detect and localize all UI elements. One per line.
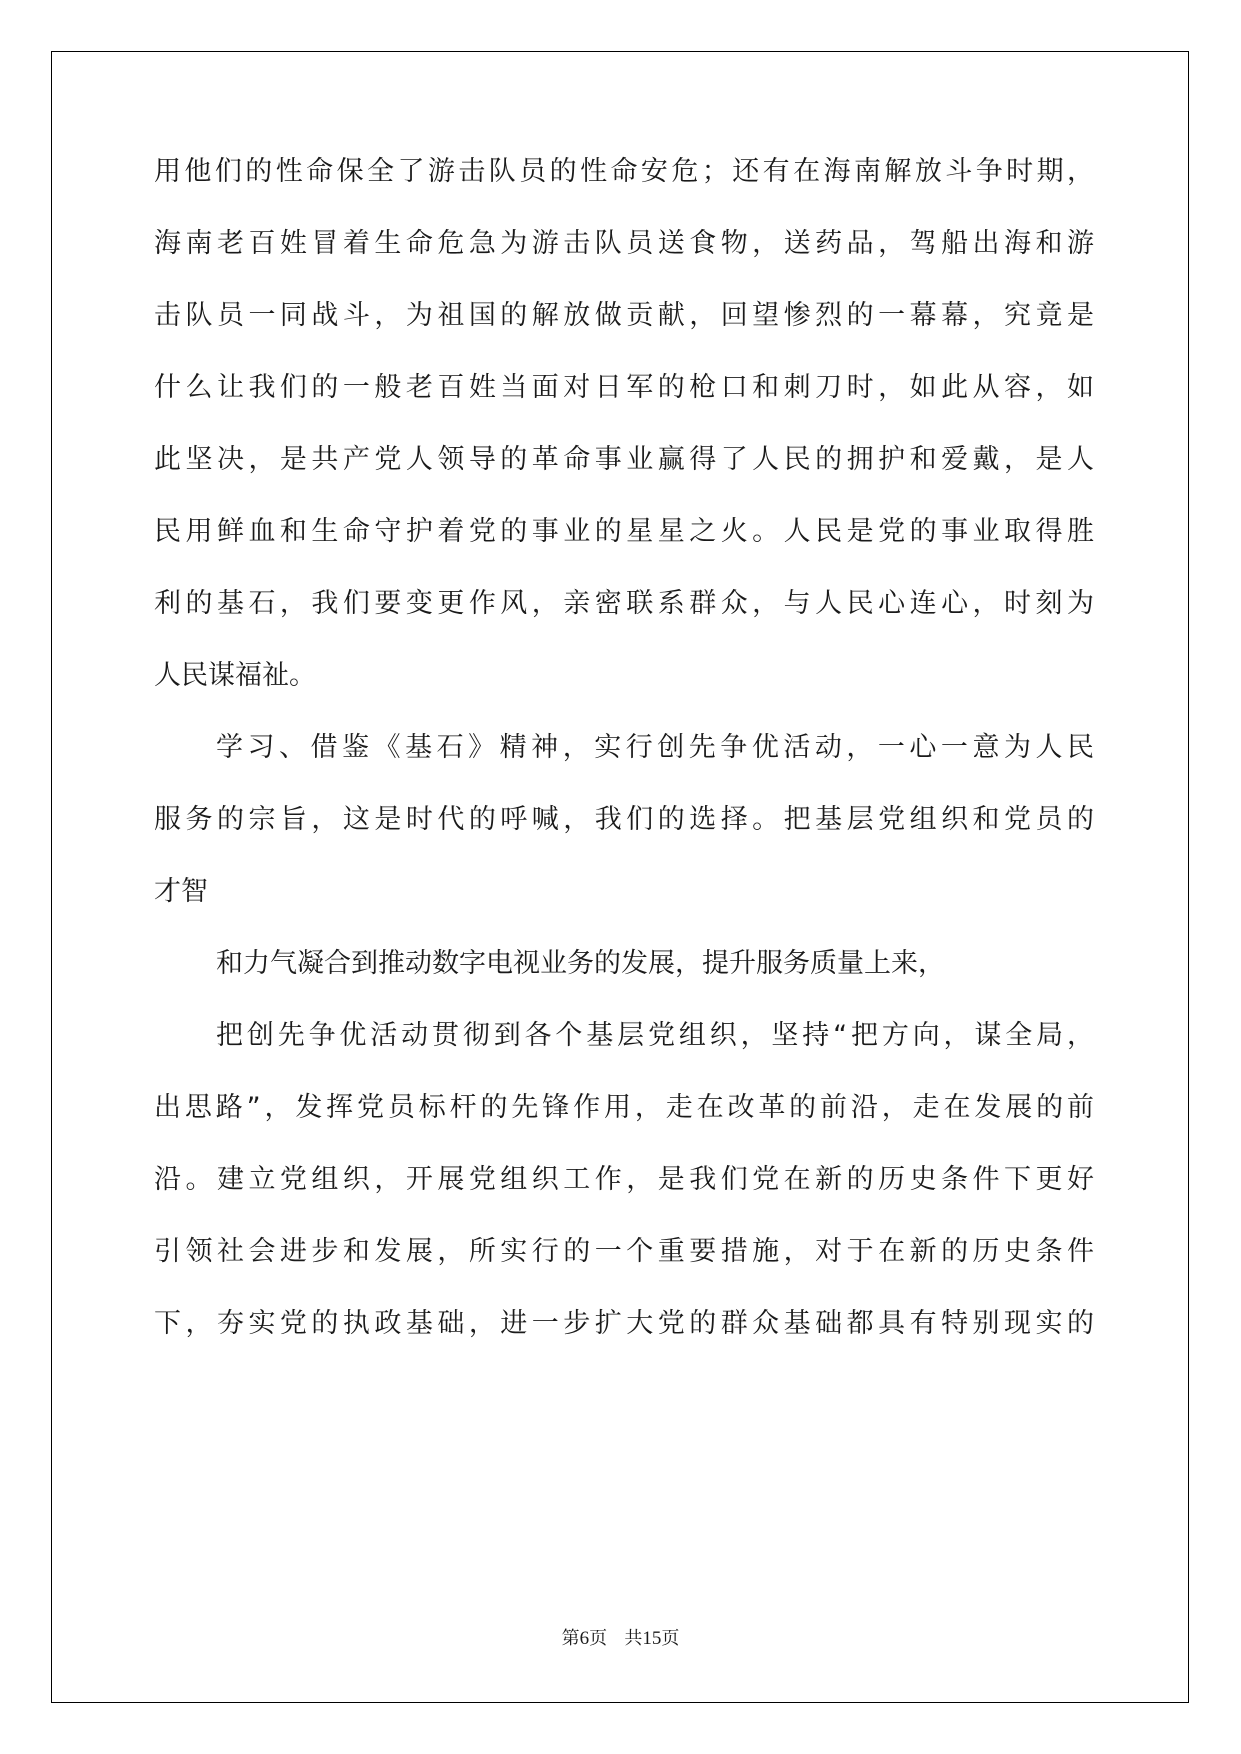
text-line: 下，夯实党的执政基础，进一步扩大党的群众基础都具有特别现实的 [154, 1308, 1094, 1339]
text-line: 民用鲜血和生命守护着党的事业的星星之火。人民是党的事业取得胜 [154, 516, 1094, 547]
paragraph-first-line: 学习、借鉴《基石》精神，实行创先争优活动，一心一意为人民 [216, 732, 1094, 763]
total-prefix: 共 [624, 1628, 643, 1649]
text-line: 用他们的性命保全了游击队员的性命安危；还有在海南解放斗争时期， [154, 156, 1094, 187]
paragraph-first-line: 把创先争优活动贯彻到各个基层党组织，坚持“把方向，谋全局， [216, 1020, 1094, 1051]
text-line: 出思路”，发挥党员标杆的先锋作用，走在改革的前沿，走在发展的前 [154, 1092, 1094, 1123]
total-suffix: 页 [661, 1628, 680, 1649]
page-number: 6 [579, 1628, 590, 1649]
text-line: 海南老百姓冒着生命危急为游击队员送食物，送药品，驾船出海和游 [154, 228, 1094, 259]
text-line: 此坚决，是共产党人领导的革命事业赢得了人民的拥护和爱戴，是人 [154, 444, 1094, 475]
page-prefix: 第 [561, 1628, 580, 1649]
paragraph-first-line: 和力气凝合到推动数字电视业务的发展，提升服务质量上来， [216, 948, 945, 979]
text-line: 人民谋福祉。 [154, 660, 316, 691]
text-line: 才智 [154, 876, 208, 907]
page-suffix: 页 [589, 1628, 608, 1649]
text-line: 沿。建立党组织，开展党组织工作，是我们党在新的历史条件下更好 [154, 1164, 1094, 1195]
total-pages: 15 [642, 1628, 662, 1649]
text-line: 什么让我们的一般老百姓当面对日军的枪口和刺刀时，如此从容，如 [154, 372, 1094, 403]
text-line: 利的基石，我们要变更作风，亲密联系群众，与人民心连心，时刻为 [154, 588, 1094, 619]
text-line: 击队员一同战斗，为祖国的解放做贡献，回望惨烈的一幕幕，究竟是 [154, 300, 1094, 331]
text-line: 服务的宗旨，这是时代的呼喊，我们的选择。把基层党组织和党员的 [154, 804, 1094, 835]
text-line: 引领社会进步和发展，所实行的一个重要措施，对于在新的历史条件 [154, 1236, 1094, 1267]
page-footer [0, 1624, 1241, 1650]
